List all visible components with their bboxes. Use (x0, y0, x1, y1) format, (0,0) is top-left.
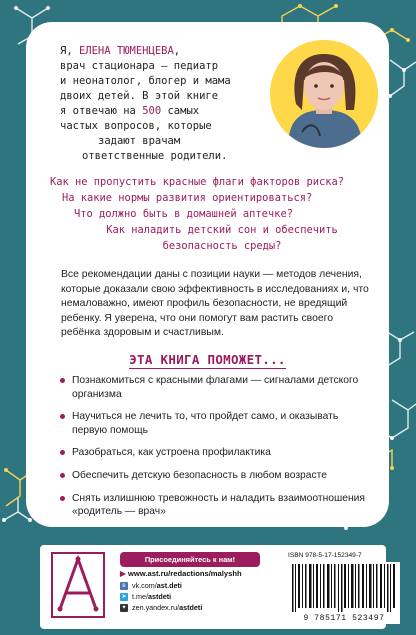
author-photo (270, 40, 378, 148)
arrow-icon: ▶ (120, 569, 128, 578)
questions-count: 500 (142, 105, 162, 117)
question-item: Как не пропустить красные флаги факторов риска? (50, 176, 345, 188)
benefit-item: Снять излишнюю тревожность и наладить взаимоотношения «родитель — врач» (60, 492, 372, 519)
publisher-website[interactable]: ▶ www.ast.ru/redactions/malyshh (120, 569, 242, 578)
question-item: На какие нормы развития ориентироваться? (62, 192, 313, 204)
benefit-item: Обеспечить детскую безопасность в любом возрасте (60, 469, 372, 483)
barcode-number: 9 785171 523497 (303, 614, 385, 623)
benefit-item: Познакомиться с красными флагами — сигналами детского организма (60, 374, 372, 401)
ast-logo-icon (48, 549, 108, 621)
vk-icon: в (120, 582, 128, 590)
content-card (26, 22, 389, 527)
publisher-logo (48, 549, 108, 621)
author-intro: Я, ЕЛЕНА ТЮМЕНЦЕВА, врач стационара — педиатр и неонатолог, блогер и мама двоих детей. В этой книге я отвечаю на 500 самых частых вопросов, которые задают врачам ответственные родители. (60, 45, 231, 162)
question-item: Как наладить детский сон и обеспечить безопасность среды? (106, 224, 338, 252)
social-link-zen[interactable]: ✦ zen.yandex.ru/ astdeti (121, 603, 203, 612)
benefit-list (60, 374, 372, 527)
social-links (120, 580, 270, 613)
social-link-vk[interactable]: в vk.com/ ast.deti (120, 580, 270, 591)
social-link-telegram[interactable]: ➤ t.me/ astdeti (121, 592, 172, 601)
author-name: ЕЛЕНА ТЮМЕНЦЕВА (78, 45, 174, 57)
benefit-item: Научиться не лечить то, что пройдет само, и оказывать первую помощь (60, 410, 372, 437)
barcode-icon (288, 562, 400, 612)
join-us-banner: Присоединяйтесь к нам! (120, 552, 260, 567)
telegram-icon: ➤ (121, 593, 127, 600)
question-item: Что должно быть в домашней аптечке? (74, 208, 293, 220)
isbn-label: ISBN 978-5-17-152349-7 (288, 552, 362, 559)
benefit-item: Разобраться, как устроена профилактика (60, 446, 372, 460)
body-paragraph: Все рекомендации даны с позиции науки — методов лечения, которые доказали свою эффективность в исследованиях и, что немаловажно, имеют профиль безопасности, не вредящий ребенку. Я уверена, что они помогут вам растить своего ребёнка здоровым и счастливым. (61, 269, 369, 339)
helps-heading: ЭТА КНИГА ПОМОЖЕТ... (129, 352, 286, 367)
question-list (50, 174, 380, 254)
zen-icon: ✦ (121, 604, 127, 611)
author-portrait-icon (270, 40, 378, 148)
